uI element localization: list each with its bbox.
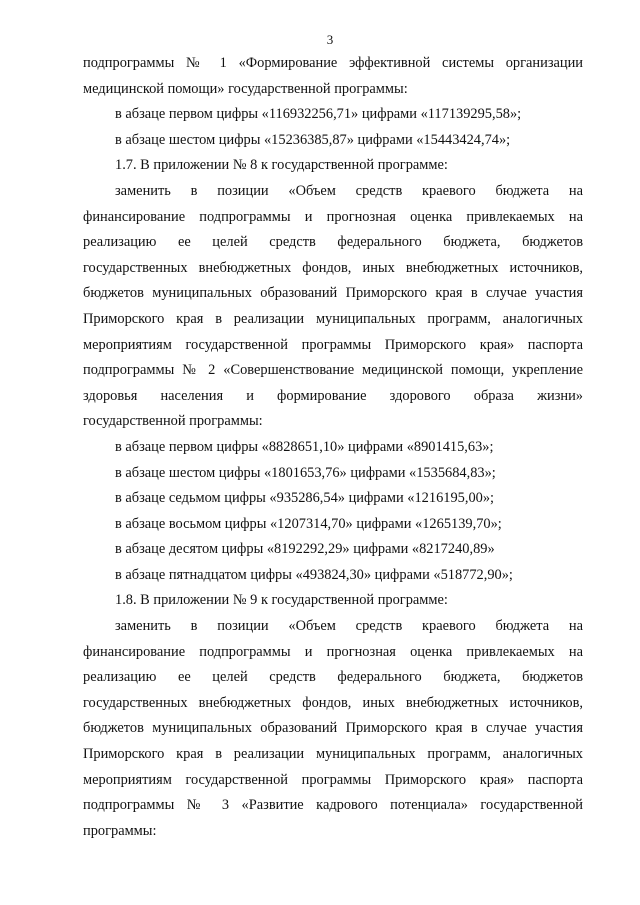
text-line: Приморского края в реализации муниципальных программ, аналогичных: [83, 746, 583, 763]
text-line: мероприятиям государственной программы Приморского края» паспорта: [83, 336, 583, 353]
text-line: подпрограммы № 3 «Развитие кадрового потенциала» государственной: [83, 797, 583, 814]
text-line: в абзаце седьмом цифры «935286,54» цифрами «1216195,00»;: [115, 490, 495, 507]
text-line: в абзаце шестом цифры «1801653,76» цифрами «1535684,83»;: [115, 464, 496, 481]
text-line: в абзаце пятнадцатом цифры «493824,30» цифрами «518772,90»;: [115, 566, 513, 583]
text-line: в абзаце первом цифры «116932256,71» цифрами «117139295,58»;: [115, 106, 522, 123]
text-line: здоровья населения и формирование здорового образа жизни»: [83, 387, 583, 404]
text-line: в абзаце первом цифры «8828651,10» цифрами «8901415,63»;: [115, 438, 494, 455]
text-line: мероприятиям государственной программы Приморского края» паспорта: [83, 771, 583, 788]
text-line: в абзаце десятом цифры «8192292,29» цифрами «8217240,89»: [115, 541, 495, 558]
text-line: в абзаце восьмом цифры «1207314,70» цифрами «1265139,70»;: [115, 515, 502, 532]
page-number: 3: [326, 32, 334, 47]
text-line: государственных внебюджетных фондов, иных внебюджетных источников,: [83, 259, 583, 276]
text-line: государственных внебюджетных фондов, иных внебюджетных источников,: [83, 694, 583, 711]
document-body: [83, 51, 583, 844]
text-line: заменить в позиции «Объем средств краевого бюджета на: [115, 182, 583, 199]
text-line: заменить в позиции «Объем средств краевого бюджета на: [115, 618, 583, 635]
text-line: 1.8. В приложении № 9 к государственной программе:: [115, 592, 448, 609]
text-line: реализацию ее целей средств федерального бюджета, бюджетов: [83, 669, 583, 686]
text-line: финансирование подпрограммы и прогнозная оценка привлекаемых на: [83, 643, 583, 660]
text-line: реализацию ее целей средств федерального бюджета, бюджетов: [83, 234, 583, 251]
text-line: подпрограммы № 1 «Формирование эффективной системы организации: [83, 55, 583, 71]
text-line: финансирование подпрограммы и прогнозная оценка привлекаемых на: [83, 208, 583, 225]
text-line: Приморского края в реализации муниципальных программ, аналогичных: [83, 310, 583, 327]
text-line: бюджетов муниципальных образований Приморского края в случае участия: [83, 285, 583, 302]
text-line: медицинской помощи» государственной программы:: [83, 80, 408, 97]
text-line: государственной программы:: [83, 413, 263, 430]
text-line: подпрограммы № 2 «Совершенствование медицинской помощи, укрепление: [83, 362, 583, 379]
text-line: программы:: [83, 822, 157, 839]
text-line: бюджетов муниципальных образований Приморского края в случае участия: [83, 720, 583, 737]
text-line: в абзаце шестом цифры «15236385,87» цифрами «15443424,74»;: [115, 131, 511, 148]
text-line: 1.7. В приложении № 8 к государственной программе:: [115, 157, 448, 174]
